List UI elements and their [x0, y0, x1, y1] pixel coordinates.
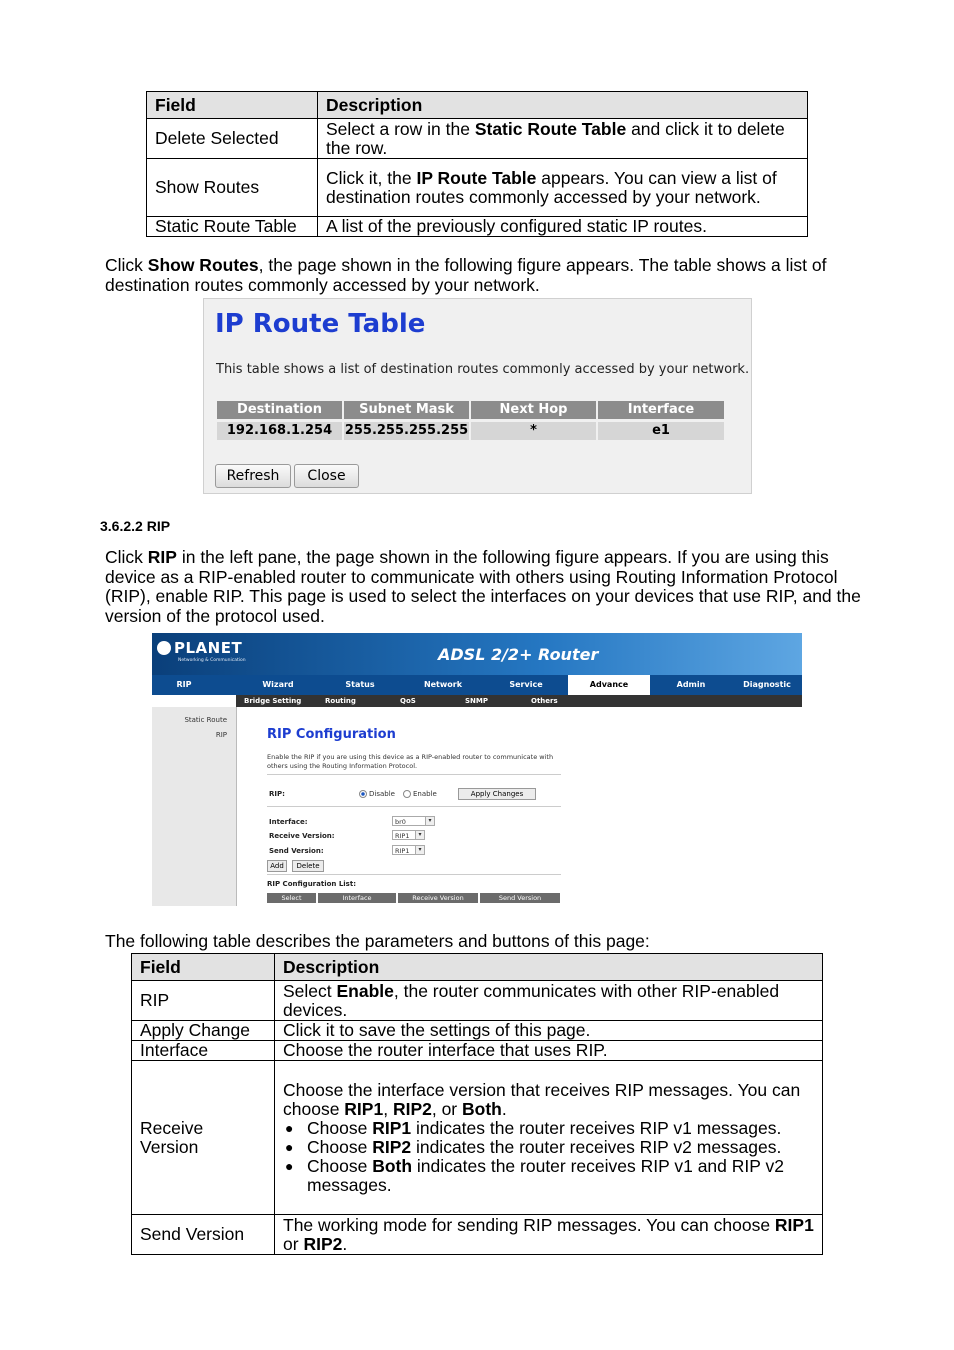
description-cell: Click it to save the settings of this page. — [275, 1021, 823, 1041]
table-intro-paragraph: The following table describes the parameters and buttons of this page: — [105, 931, 650, 951]
description-cell: Click it, the IP Route Table appears. You can view a list of destination routes commonly accessed by your network. — [318, 159, 808, 217]
header-banner — [152, 633, 802, 675]
column-header-subnet-mask: Subnet Mask — [344, 401, 469, 419]
show-routes-paragraph: Click Show Routes, the page shown in the following figure appears. The table shows a list of destination routes commonly accessed by your network. — [105, 255, 827, 295]
list-header-interface: Interface — [318, 893, 396, 903]
list-item: ● Choose RIP1 indicates the router receives RIP v1 messages. — [307, 1119, 814, 1138]
section-heading: 3.6.2.2 RIP — [100, 518, 171, 534]
nav-wizard[interactable]: Wizard — [262, 680, 294, 689]
table-header-description: Description — [275, 954, 823, 981]
field-cell: Send Version — [132, 1215, 275, 1255]
rip-label: RIP: — [269, 790, 285, 798]
receive-version-label: Receive Version: — [269, 832, 335, 840]
nav-admin[interactable]: Admin — [676, 680, 706, 689]
side-link-static-route[interactable]: Static Route — [184, 716, 227, 724]
table-row — [132, 1021, 823, 1041]
column-header-interface: Interface — [598, 401, 724, 419]
apply-changes-button[interactable]: Apply Changes — [458, 788, 536, 800]
table-header-field: Field — [132, 954, 275, 981]
main-nav — [152, 675, 802, 695]
table-row — [147, 217, 808, 237]
divider — [267, 774, 561, 775]
nav-rip[interactable]: RIP — [176, 680, 192, 689]
table-row — [132, 1215, 823, 1255]
next-hop-cell: * — [471, 422, 596, 440]
field-cell: Receive Version — [132, 1061, 275, 1215]
table-row — [132, 1041, 823, 1061]
list-title: RIP Configuration List: — [267, 880, 356, 888]
page-title: RIP Configuration — [267, 727, 396, 742]
subnav-others[interactable]: Others — [531, 697, 558, 705]
nav-service[interactable]: Service — [509, 680, 543, 689]
subnav-snmp[interactable]: SNMP — [465, 697, 488, 705]
list-header-select: Select — [267, 893, 316, 903]
divider — [267, 806, 561, 807]
close-button[interactable]: Close — [294, 464, 359, 488]
table-header-description: Description — [318, 92, 808, 119]
field-description-table-routing — [146, 91, 808, 237]
nav-diagnostic[interactable]: Diagnostic — [743, 680, 791, 689]
rip-intro-paragraph: Click RIP in the left pane, the page shown in the following figure appears. If you are using this device as a RIP-enabled router to communicate with others using Routing Information Protocol (RIP), enable RIP. This page is used to select the interfaces on your devices that use RIP, and the version of the protocol used. — [105, 547, 861, 626]
nav-network[interactable]: Network — [423, 680, 463, 689]
refresh-button[interactable]: Refresh — [215, 464, 291, 488]
subnav-qos[interactable]: QoS — [400, 697, 416, 705]
table-row — [147, 159, 808, 217]
side-link-rip[interactable]: RIP — [215, 731, 227, 739]
table-header-field: Field — [147, 92, 318, 119]
description-cell: The working mode for sending RIP messages. You can choose RIP1 or RIP2. — [275, 1215, 823, 1255]
ip-route-table-screenshot — [203, 298, 752, 494]
list-item: ● Choose RIP2 indicates the router receives RIP v2 messages. — [307, 1138, 814, 1157]
product-name: ADSL 2/2+ Router — [438, 645, 599, 664]
logo-tagline: Networking & Communication — [178, 658, 246, 663]
rip-disable-radio[interactable]: Disable — [359, 790, 395, 798]
field-cell: Delete Selected — [147, 119, 318, 159]
interface-select[interactable]: br0 ▾ — [392, 816, 435, 826]
subnet-mask-cell: 255.255.255.255 — [344, 423, 469, 438]
divider — [267, 874, 561, 875]
delete-button[interactable]: Delete — [292, 860, 324, 872]
subnav-bridge-setting[interactable]: Bridge Setting — [244, 697, 302, 705]
page-description: This table shows a list of destination routes commonly accessed by your network. — [216, 362, 750, 377]
rip-enable-radio[interactable]: Enable — [403, 790, 437, 798]
add-button[interactable]: Add — [267, 860, 287, 872]
nav-advance[interactable]: Advance — [568, 675, 650, 695]
list-header-send-version: Send Version — [480, 893, 560, 903]
page-title: IP Route Table — [215, 309, 426, 339]
planet-globe-icon — [157, 641, 171, 655]
subnav-routing[interactable]: Routing — [325, 697, 356, 705]
radio-selected-icon — [359, 790, 367, 798]
field-cell: Apply Change — [132, 1021, 275, 1041]
description-cell: Select Enable, the router communicates with other RIP-enabled devices. — [275, 981, 823, 1021]
field-cell: Static Route Table — [147, 217, 318, 237]
interface-label: Interface: — [269, 818, 308, 826]
destination-cell: 192.168.1.254 — [217, 422, 342, 440]
radio-unselected-icon — [403, 790, 411, 798]
field-cell: RIP — [132, 981, 275, 1021]
description-cell: Choose the router interface that uses RIP. — [275, 1041, 823, 1061]
field-cell: Show Routes — [147, 159, 318, 217]
description-cell: Select a row in the Static Route Table and click it to delete the row. — [318, 119, 808, 159]
receive-version-options — [283, 1119, 814, 1195]
list-item: ● Choose Both indicates the router receives RIP v1 and RIP v2 messages. — [307, 1157, 814, 1195]
rip-configuration-screenshot — [152, 633, 802, 906]
interface-cell: e1 — [598, 422, 724, 440]
sub-nav — [236, 695, 802, 707]
send-version-select[interactable]: RIP1 ▾ — [392, 845, 425, 855]
send-version-label: Send Version: — [269, 847, 324, 855]
column-header-destination: Destination — [217, 401, 342, 419]
list-header-receive-version: Receive Version — [398, 893, 478, 903]
table-row — [132, 1061, 823, 1215]
column-header-next-hop: Next Hop — [471, 401, 596, 419]
table-row — [132, 981, 823, 1021]
planet-logo: PLANET — [157, 639, 242, 657]
table-row — [147, 119, 808, 159]
field-description-table-rip — [131, 953, 823, 1255]
receive-version-select[interactable]: RIP1 ▾ — [392, 830, 425, 840]
field-cell: Interface — [132, 1041, 275, 1061]
nav-status[interactable]: Status — [345, 680, 375, 689]
left-pane — [152, 707, 237, 906]
description-cell: Choose the interface version that receives RIP messages. You can choose RIP1, RIP2, or Both. ● Choose RIP1 indicates the router receives RIP v1 messages. ● Choose RIP2 indicates the router receives RIP v2 messages. ● Choose Both indicates the router receives RIP v1 and RIP v2 messages. — [275, 1061, 823, 1215]
description-cell: A list of the previously configured static IP routes. — [318, 217, 808, 237]
page-description: Enable the RIP if you are using this device as a RIP-enabled router to communicate with others using the Routing Information Protocol. — [267, 753, 554, 770]
